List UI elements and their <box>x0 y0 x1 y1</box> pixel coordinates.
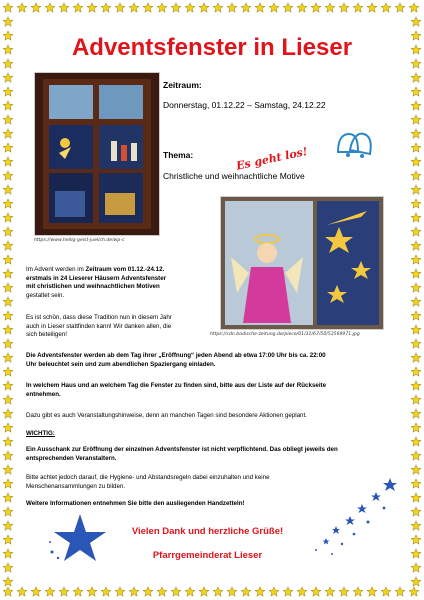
intro-text-c: erstmals in 24 Lieserer Häusern Adventsfenster <box>26 274 167 282</box>
border-star <box>3 45 13 54</box>
border-star <box>227 587 237 596</box>
border-star <box>411 507 421 516</box>
border-star <box>411 493 421 502</box>
border-star <box>411 563 421 572</box>
border-star <box>3 213 13 222</box>
border-star <box>185 3 195 12</box>
border-star <box>115 587 125 596</box>
shooting-stars-icon <box>306 470 402 566</box>
border-star <box>411 143 421 152</box>
border-star <box>339 3 349 12</box>
border-star <box>411 59 421 68</box>
angel-photo <box>220 196 384 330</box>
lighting-paragraph <box>26 352 406 369</box>
border-star <box>411 311 421 320</box>
border-star <box>129 587 139 596</box>
border-star <box>411 45 421 54</box>
intro-text-d: mit christlichen und weihnachtlichen Motiven <box>26 283 160 291</box>
border-star <box>17 587 27 596</box>
tradition-text-a: Es ist schön, dass diese Tradition nun in diesem Jahr <box>26 314 172 321</box>
border-star <box>269 3 279 12</box>
caption-right: https://cdn.bodische-zeitung.de/piece/01/31/67/50/53569971.jpg <box>210 332 360 337</box>
lighting-text-b: Uhr beleuchtet sein und zum abendlichen Spaziergang einladen. <box>26 360 216 368</box>
flyer-page <box>20 20 404 580</box>
border-star <box>339 587 349 596</box>
border-star <box>3 479 13 488</box>
intro-paragraph <box>26 266 216 300</box>
border-star <box>101 3 111 12</box>
border-star <box>3 73 13 82</box>
border-star <box>3 507 13 516</box>
border-star <box>3 59 13 68</box>
border-star <box>87 587 97 596</box>
border-star <box>255 3 265 12</box>
border-star <box>3 241 13 250</box>
hygiene-text-b: Menschenansammlungen zu bilden. <box>26 482 126 490</box>
border-star <box>395 587 405 596</box>
border-star <box>3 157 13 166</box>
border-star <box>411 367 421 376</box>
border-star <box>59 587 69 596</box>
border-star <box>353 3 363 12</box>
intro-text-a: Im Advent werden im <box>26 266 86 273</box>
border-star <box>411 227 421 236</box>
border-star <box>381 3 391 12</box>
border-star <box>411 213 421 222</box>
window-photo <box>34 72 160 236</box>
border-star <box>411 101 421 110</box>
hygiene-text-a: Bitte achtet jedoch darauf, die Hygiene- und Abstandsregeln dabei einzuhalten und keine <box>26 474 270 481</box>
border-star <box>241 587 251 596</box>
tradition-text-c: sich beteiligen! <box>26 331 67 339</box>
border-star <box>3 535 13 544</box>
caption-left: https://www.heilig-geist-juelich.de/wp-c <box>34 238 125 243</box>
border-star <box>213 587 223 596</box>
border-star <box>411 255 421 264</box>
tradition-paragraph <box>26 314 216 340</box>
zeitraum-label: Zeitraum: <box>163 80 202 90</box>
border-star <box>3 129 13 138</box>
border-star <box>199 587 209 596</box>
serving-text-b: entsprechenden Veranstaltern. <box>26 454 117 462</box>
border-star <box>297 587 307 596</box>
border-star <box>3 521 13 530</box>
border-star <box>411 521 421 530</box>
border-star <box>3 115 13 124</box>
border-star <box>227 3 237 12</box>
border-star <box>3 269 13 278</box>
border-star <box>157 587 167 596</box>
border-star <box>171 3 181 12</box>
bells-icon <box>332 126 376 164</box>
border-star <box>3 465 13 474</box>
angel-photo-image <box>221 197 383 329</box>
border-star <box>3 185 13 194</box>
border-star <box>311 587 321 596</box>
border-star <box>3 563 13 572</box>
border-star <box>3 311 13 320</box>
border-star <box>411 409 421 418</box>
border-star <box>367 587 377 596</box>
border-star <box>3 587 13 596</box>
border-star <box>411 241 421 250</box>
border-star <box>367 3 377 12</box>
border-star <box>143 3 153 12</box>
border-star <box>255 587 265 596</box>
border-star <box>73 3 83 12</box>
border-star <box>31 3 41 12</box>
border-star <box>325 587 335 596</box>
signature-text: Pfarrgemeinderat Lieser <box>152 550 263 561</box>
border-star <box>3 227 13 236</box>
important-heading <box>26 430 406 439</box>
border-star <box>3 17 13 26</box>
border-star <box>3 143 13 152</box>
border-star <box>241 3 251 12</box>
border-star <box>3 283 13 292</box>
border-star <box>3 549 13 558</box>
border-star <box>3 493 13 502</box>
border-star <box>185 587 195 596</box>
border-star <box>411 31 421 40</box>
blue-star-icon <box>46 512 110 564</box>
border-star <box>409 587 419 596</box>
border-star <box>3 437 13 446</box>
border-star <box>411 199 421 208</box>
events-paragraph <box>26 412 406 421</box>
border-star <box>3 101 13 110</box>
events-text: Dazu gibt es auch Veranstaltungshinweise, denn an manchen Tagen sind besondere Aktionen geplant. <box>26 412 307 419</box>
border-star <box>411 395 421 404</box>
border-star <box>3 381 13 390</box>
intro-text-period: Zeitraum vom 01.12.-24.12. <box>85 266 165 273</box>
border-star <box>411 185 421 194</box>
border-star <box>283 587 293 596</box>
border-star <box>115 3 125 12</box>
border-star <box>45 587 55 596</box>
border-star <box>199 3 209 12</box>
border-star <box>395 3 405 12</box>
thema-value: Christliche und weihnachtliche Motive <box>163 171 305 181</box>
border-star <box>3 367 13 376</box>
slogan: Es geht los! <box>235 144 309 173</box>
border-star <box>411 73 421 82</box>
border-star <box>17 3 27 12</box>
border-star <box>3 339 13 348</box>
list-paragraph <box>26 382 406 399</box>
border-star <box>411 157 421 166</box>
border-star <box>411 297 421 306</box>
lighting-text-a: Die Adventsfenster werden ab dem Tag ihrer „Eröffnung“ jeden Abend ab etwa 17:00 Uhr bis ca. 22:00 <box>26 352 326 359</box>
border-star <box>311 3 321 12</box>
border-star <box>411 437 421 446</box>
border-star <box>3 87 13 96</box>
border-star <box>411 465 421 474</box>
border-star <box>3 255 13 264</box>
border-star <box>3 171 13 180</box>
border-star <box>411 339 421 348</box>
border-star <box>411 325 421 334</box>
border-star <box>411 479 421 488</box>
border-star <box>3 423 13 432</box>
border-star <box>3 395 13 404</box>
border-star <box>411 129 421 138</box>
border-star <box>411 171 421 180</box>
border-star <box>3 3 13 12</box>
border-star <box>269 587 279 596</box>
border-star <box>411 577 421 586</box>
border-star <box>31 587 41 596</box>
thanks-text: Vielen Dank und herzliche Grüße! <box>131 526 284 537</box>
border-star <box>3 409 13 418</box>
border-star <box>3 325 13 334</box>
border-star <box>73 587 83 596</box>
border-star <box>87 3 97 12</box>
border-star <box>283 3 293 12</box>
list-text-b: entnehmen. <box>26 390 61 398</box>
border-star <box>353 587 363 596</box>
border-star <box>45 3 55 12</box>
list-text-a: In welchem Haus und an welchem Tag die Fenster zu finden sind, bitte aus der Liste auf der Rückseite <box>26 382 327 389</box>
border-star <box>3 199 13 208</box>
border-star <box>157 3 167 12</box>
border-star <box>411 451 421 460</box>
page-title: Adventsfenster in Lieser <box>71 34 353 61</box>
border-star <box>411 17 421 26</box>
border-star <box>3 353 13 362</box>
border-star <box>171 587 181 596</box>
border-star <box>59 3 69 12</box>
border-star <box>143 587 153 596</box>
border-star <box>3 297 13 306</box>
border-star <box>411 535 421 544</box>
tradition-text-b: auch in Lieser stattfinden kann! Wir danken allen, die <box>26 322 172 330</box>
border-star <box>129 3 139 12</box>
border-star <box>411 87 421 96</box>
window-photo-image <box>35 73 159 235</box>
border-star <box>411 353 421 362</box>
border-star <box>213 3 223 12</box>
border-star <box>3 31 13 40</box>
border-star <box>411 115 421 124</box>
serving-text-a: Ein Ausschank zur Eröffnung der einzelnen Adventsfenster ist nicht verpflichtend. Das obliegt jeweils den <box>26 446 338 453</box>
info-text: Weitere Informationen entnehmen Sie bitte den ausliegenden Handzetteln! <box>26 500 245 507</box>
thema-label: Thema: <box>163 150 194 160</box>
zeitraum-value: Donnerstag, 01.12.22 – Samstag, 24.12.22 <box>163 100 326 110</box>
border-star <box>297 3 307 12</box>
border-star <box>409 3 419 12</box>
border-star <box>411 423 421 432</box>
border-star <box>411 549 421 558</box>
border-star <box>411 283 421 292</box>
border-star <box>411 269 421 278</box>
border-star <box>101 587 111 596</box>
border-star <box>3 451 13 460</box>
border-star <box>381 587 391 596</box>
important-label: WICHTIG: <box>26 430 55 437</box>
border-star <box>325 3 335 12</box>
serving-paragraph <box>26 446 406 463</box>
border-star <box>3 577 13 586</box>
border-star <box>411 381 421 390</box>
intro-text-e: gestaltet sein. <box>26 291 65 299</box>
